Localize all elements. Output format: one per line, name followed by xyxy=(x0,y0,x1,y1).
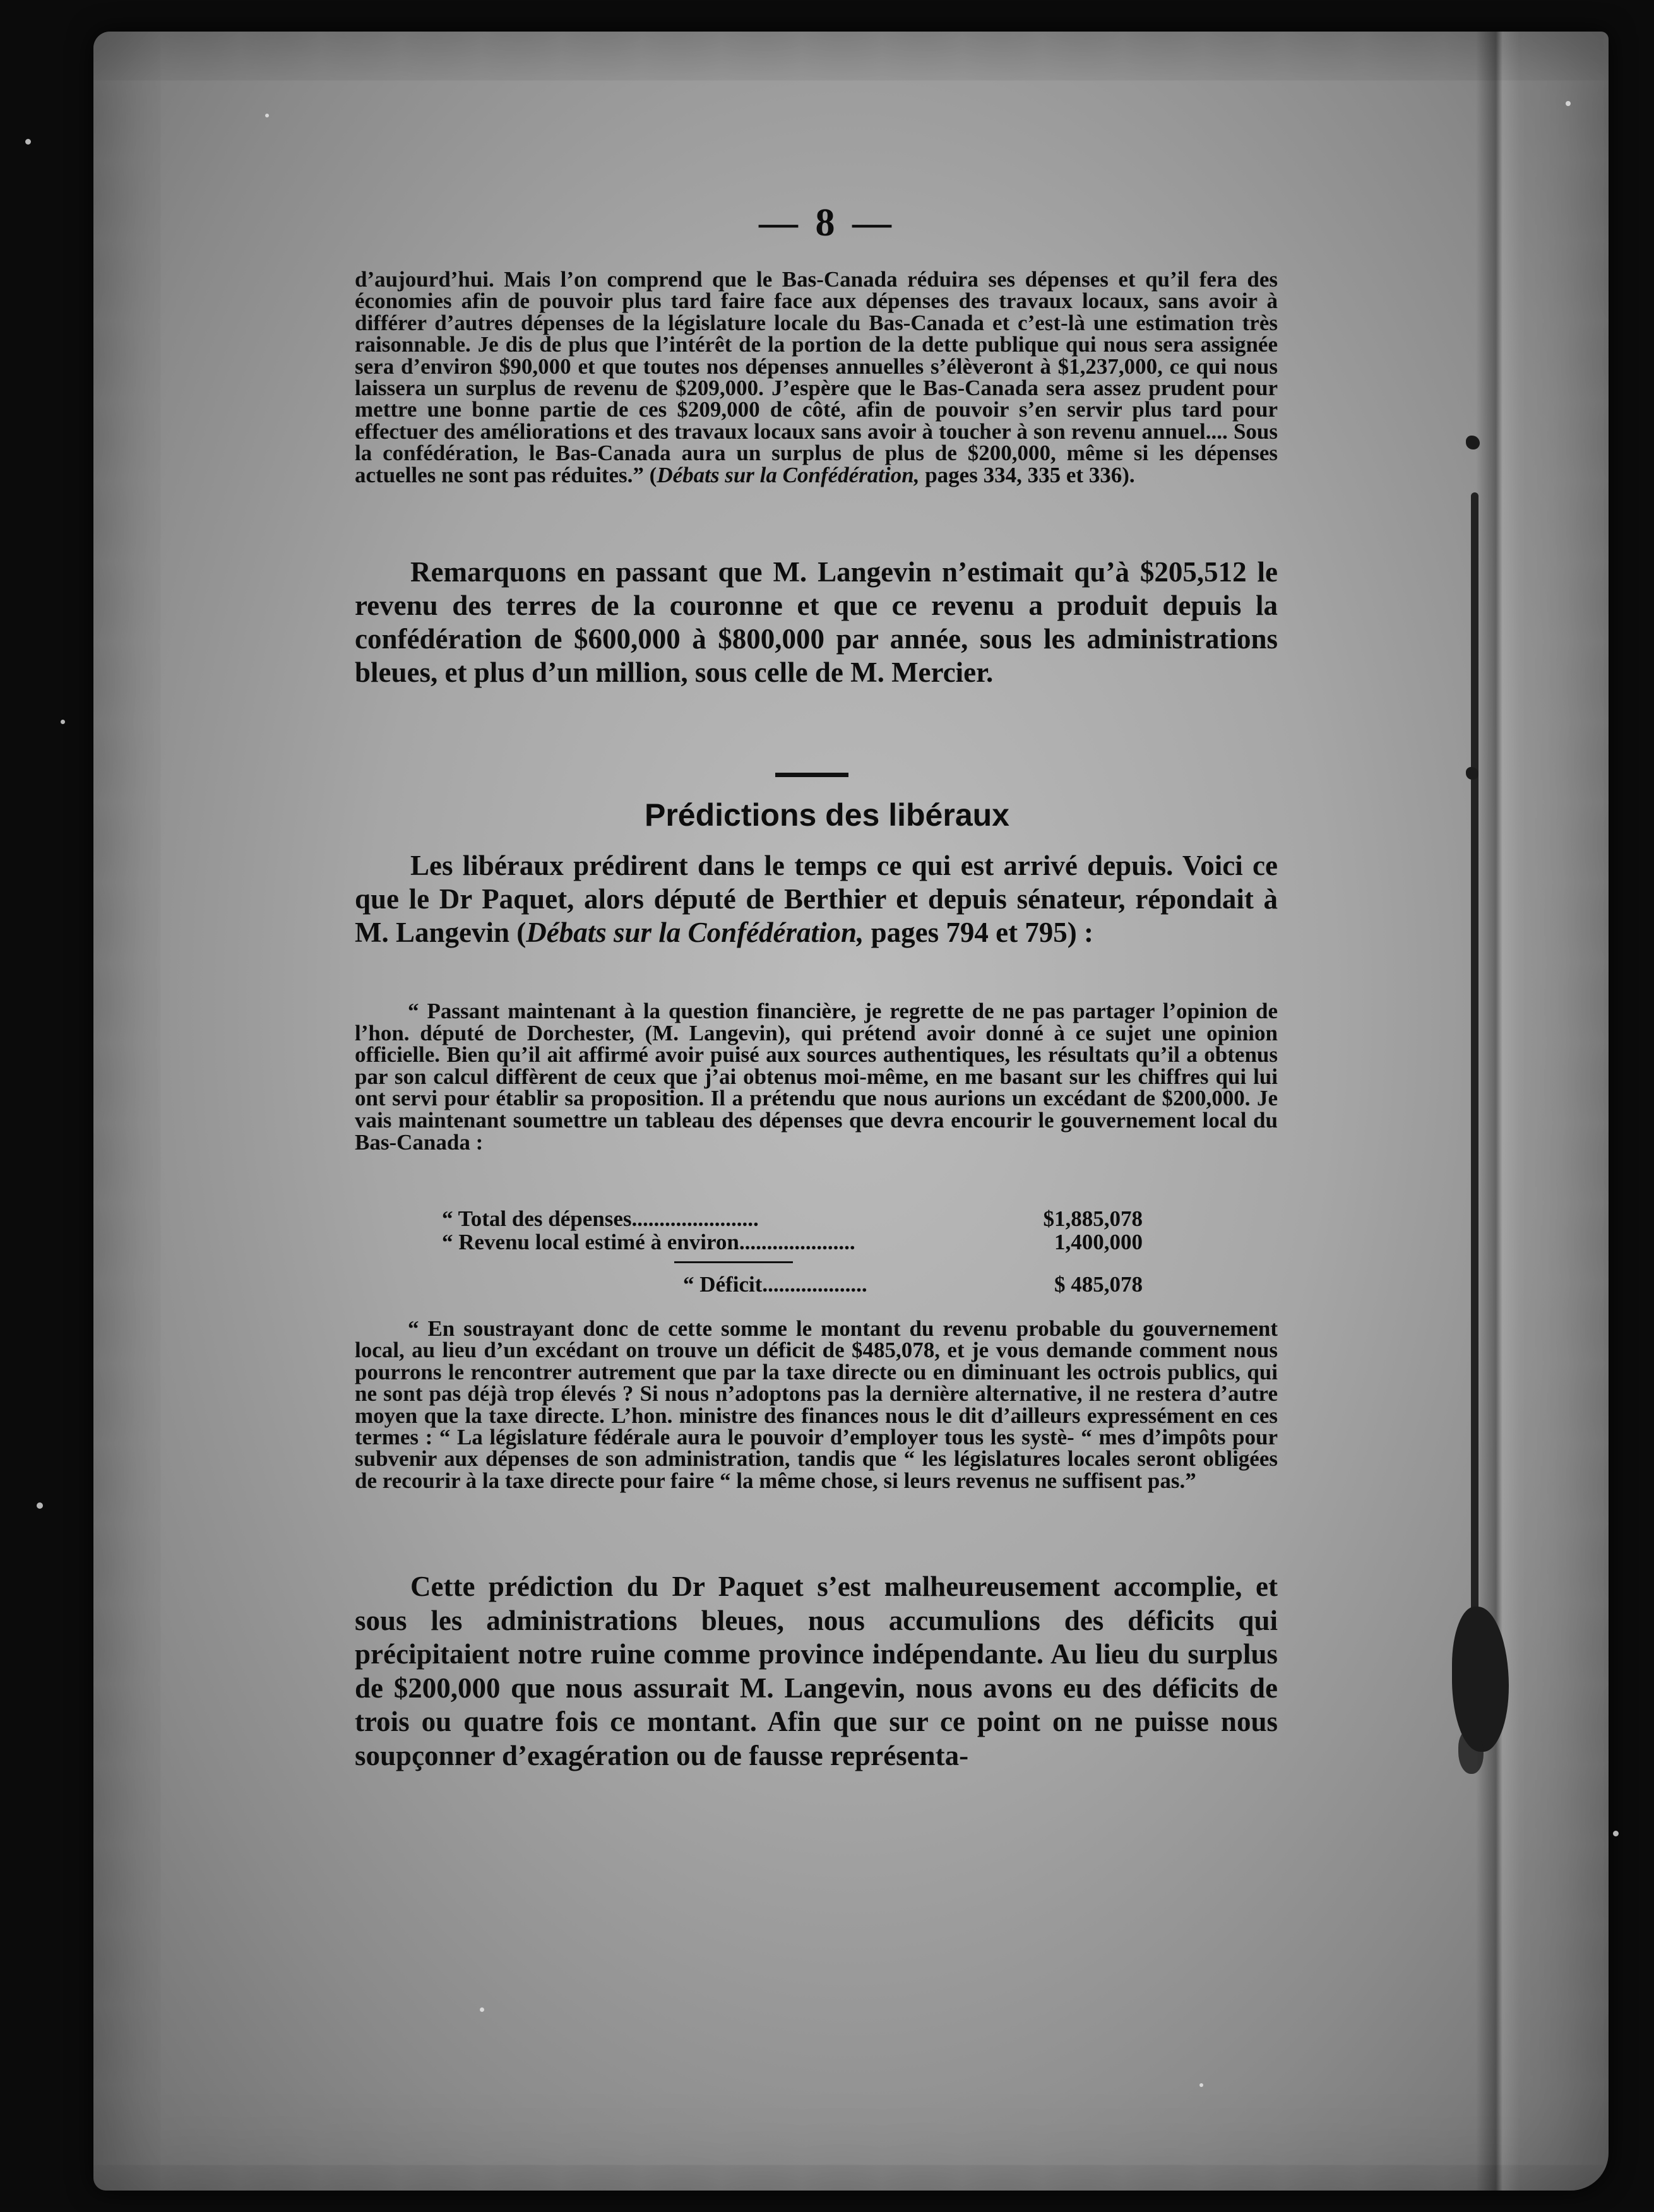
budget-table xyxy=(355,1207,1278,1302)
body-paragraph: Remarquons en passant que M. Langevin n’estimait qu’à $205,512 le revenu des terres de la couronne et que ce revenu a produit depuis la confédération de $600,000 à $800,000 par année, sous les administrations bleues, et plus d’un million, sous celle de M. Mercier. xyxy=(355,556,1278,688)
quote-langevin xyxy=(355,269,1278,486)
body-text: Les libéraux prédirent dans le temps ce qui est arrivé depuis. Voici ce que le Dr Paquet, alors député de Berthier et depuis sénateur, répondait à M. Langevin ( xyxy=(355,850,1278,948)
row-value: 1,400,000 xyxy=(1054,1230,1143,1254)
paragraph-remarque xyxy=(355,556,1278,689)
row-label: “ Revenu local estimé à environ xyxy=(442,1230,739,1254)
quote-paragraph: “ En soustrayant donc de cette somme le montant du revenu probable du gouvernement local, au lieu d’un excédant on trouve un déficit de $485,078, et je vous demande comment nous pourrons le rencontrer autrement que par la taxe directe ou en diminuant les octrois publics, qui ne sont pas déjà trop élevés ? Si nous n’adoptons pas la dernière alternative, il ne restera d’autre moyen que la taxe directe. L’hon. ministre des finances nous le dit d’ailleurs expressément en ces termes : “ La législature fédérale aura le pouvoir d’employer tous les systè- “ mes d’impôts pour subvenir aux dépenses de son administration, tandis que “ les législatures locales seront obligées de recourir à la taxe directe pour faire “ la même chose, si leurs revenus ne suffisent pas.” xyxy=(355,1316,1278,1493)
table-row xyxy=(442,1230,1143,1254)
quote-paquet-continued xyxy=(355,1318,1278,1492)
quote-paragraph: “ Passant maintenant à la question financière, je regrette de ne pas partager l’opinion de l’hon. député de Dorchester, (M. Langevin), qui prétend avoir donné à ce sujet une opinion officielle. Bien qu’il ait affirmé avoir puisé aux sources authentiques, les résultats qu’il a obtenus par son calcul diffèrent de ceux que j’ai obtenus moi-même, en me basant sur les chiffres qui lui ont servi pour établir sa proposition. Il a prétendu que nous aurions un excédant de $200,000. Je vais maintenant soumettre un tableau des dépenses que devra encourir le gouvernement local du Bas-Canada : xyxy=(355,999,1278,1155)
leader-dots: ..................... xyxy=(739,1230,855,1254)
citation-title: Débats sur la Confédération, xyxy=(526,917,864,948)
table-row xyxy=(683,1273,1143,1296)
paragraph-accomplie xyxy=(355,1570,1278,1773)
quote-paquet xyxy=(355,1001,1278,1153)
row-value: $1,885,078 xyxy=(1043,1206,1143,1231)
leader-dots: ................... xyxy=(762,1272,867,1297)
leader-dots: ....................... xyxy=(631,1206,759,1231)
sum-rule xyxy=(674,1261,793,1263)
row-label: “ Total des dépenses xyxy=(442,1206,632,1231)
paragraph-predictions xyxy=(355,849,1278,949)
quote-paragraph xyxy=(355,269,1278,486)
body-paragraph xyxy=(355,849,1278,949)
table-row xyxy=(442,1207,1143,1230)
section-heading: Prédictions des libéraux xyxy=(645,797,1009,833)
row-value: $ 485,078 xyxy=(1054,1272,1143,1297)
page-number: — 8 — xyxy=(759,201,895,244)
quote-text: d’aujourd’hui. Mais l’on comprend que le Bas-Canada réduira ses dépenses et qu’il fera des économies afin de pouvoir plus tard faire face aux dépenses des travaux locaux, sans avoir à différer d’autres dépenses de la législature locale du Bas-Canada et c’est-là une estimation très raisonnable. Je dis de plus que l’intérêt de la portion de la dette publique qui nous sera assignée sera d’environ $90,000 et que toutes nos dépenses annuelles s’élèveront à $1,237,000, ce qui nous laissera un surplus de revenu de $209,000. J’espère que le Bas-Canada sera assez prudent pour mettre une bonne partie de ces $209,000 de côté, afin de pouvoir s’en servir plus tard pour effectuer des améliorations et des travaux locaux sans avoir à toucher à son revenu annuel.... Sous la confédération, le Bas-Canada aura un surplus de plus de $200,000, même si les dépenses actuelles ne sont pas réduites.” ( xyxy=(355,267,1278,487)
body-paragraph: Cette prédiction du Dr Paquet s’est malheureusement accomplie, et sous les administrations bleues, nous accumulions des déficits qui précipitaient notre ruine comme province indépendante. Au lieu du surplus de $200,000 que nous assurait M. Langevin, nous avons eu des déficits de trois ou quatre fois ce montant. Afin que sur ce point on ne puisse nous soupçonner d’exagération ou de fausse représenta- xyxy=(355,1571,1278,1771)
row-label: “ Déficit xyxy=(683,1272,763,1297)
section-divider xyxy=(775,773,848,777)
citation-title: Débats sur la Confédération, xyxy=(657,462,920,487)
citation-pages: pages 334, 335 et 336). xyxy=(919,462,1135,487)
body-text: pages 794 et 795) : xyxy=(864,917,1094,948)
